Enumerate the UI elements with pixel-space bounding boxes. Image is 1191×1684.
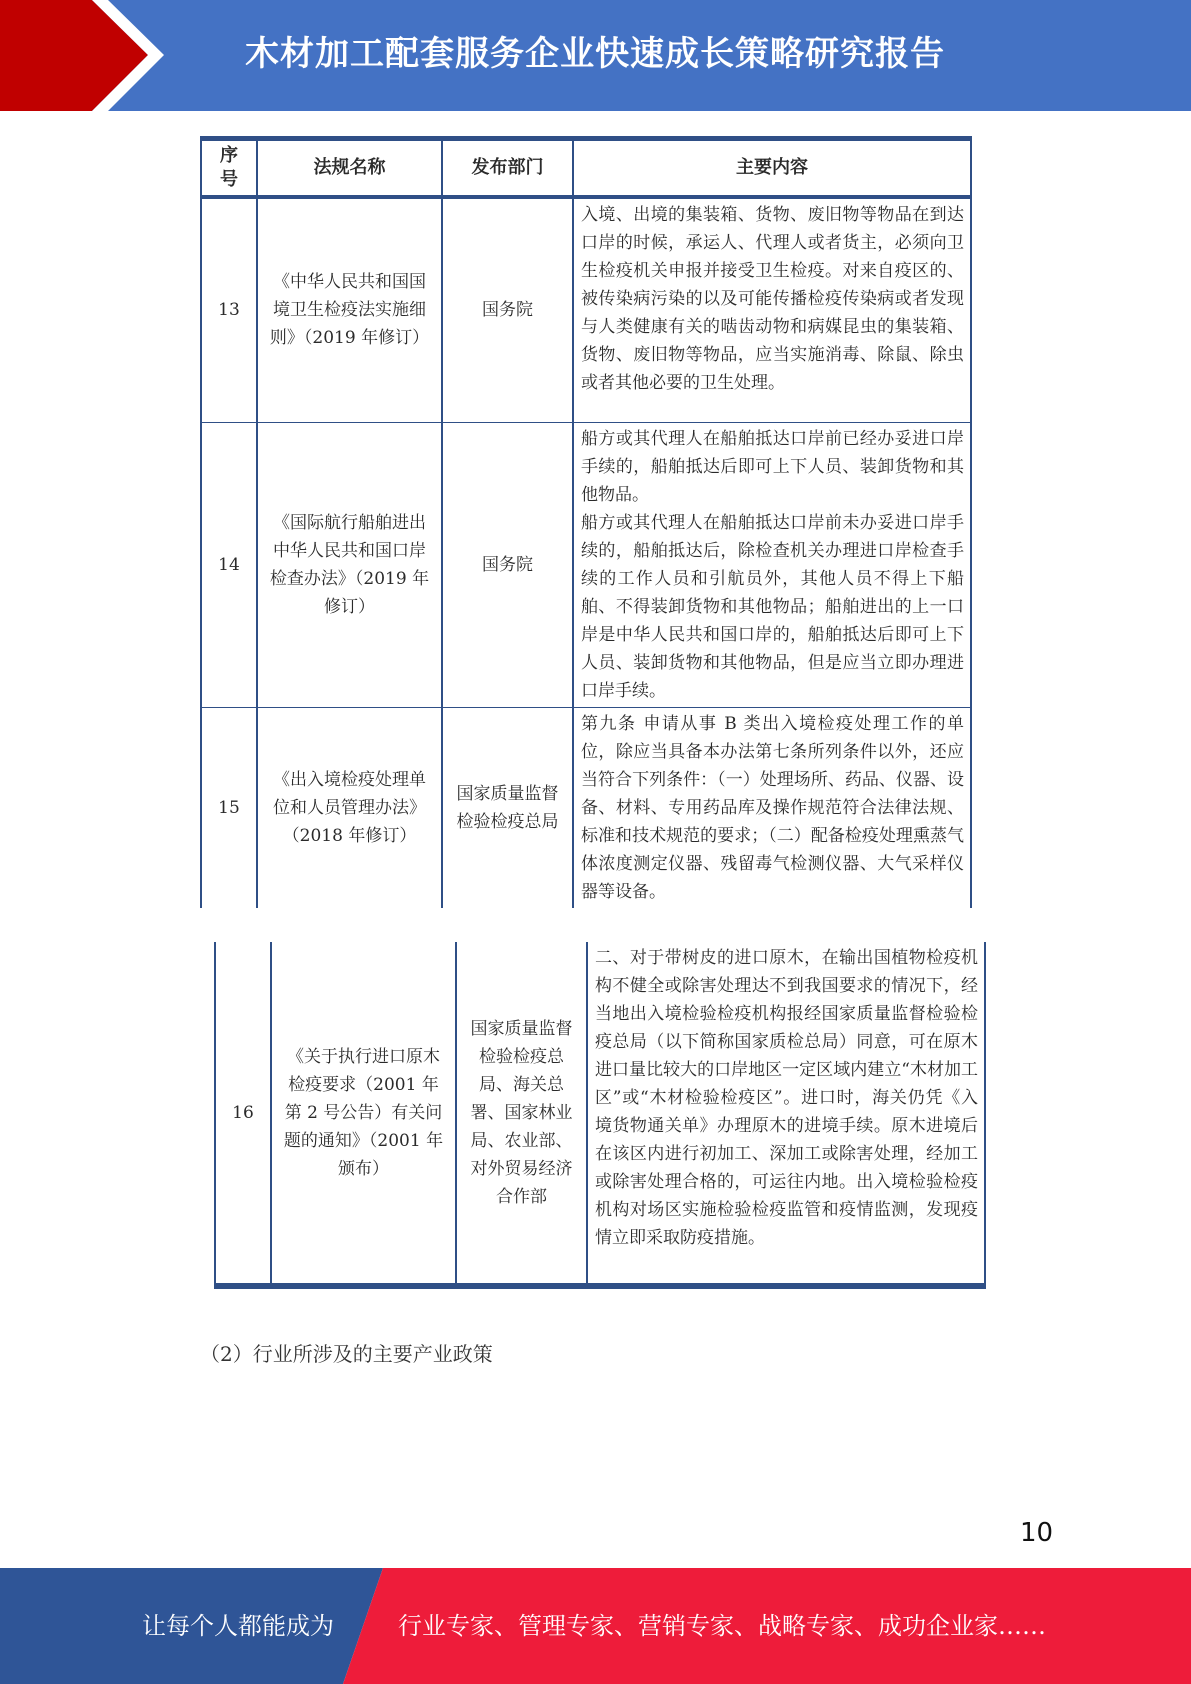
table-row: [201, 708, 971, 909]
column-header-law-name: 法规名称: [257, 139, 442, 197]
footer-slogan-right: 行业专家、管理专家、营销专家、战略专家、成功企业家……: [398, 1612, 1046, 1640]
row-seq: 16: [215, 942, 271, 1286]
row-seq: 13: [201, 197, 257, 423]
row-content: 第九条 申请从事 B 类出入境检疫处理工作的单位，除应当具备本办法第七条所列条件以外，还应当符合下列条件：（一）处理场所、药品、仪器、设备、材料、专用药品库及操作规范符合法律法规、标准和技术规范的要求；（二）配备检疫处理熏蒸气体浓度测定仪器、残留毒气检测仪器、大气采样仪器等设备。: [573, 708, 971, 909]
footer-band: [0, 1568, 1191, 1684]
section-heading: （2）行业所涉及的主要产业政策: [200, 1342, 493, 1366]
table-row: [201, 197, 971, 423]
row-department: 国家质量监督检验检疫总局、海关总署、国家林业局、农业部、对外贸易经济合作部: [456, 942, 587, 1286]
row-content-paragraph: 船方或其代理人在船舶抵达口岸前已经办妥进口岸手续的，船舶抵达后即可上下人员、装卸货物和其他物品。: [581, 429, 964, 505]
row-law-name: 《中华人民共和国国境卫生检疫法实施细则》（2019 年修订）: [257, 197, 442, 423]
row-content-paragraph: 船方或其代理人在船舶抵达口岸前未办妥进口岸手续的，船舶抵达后，除检查机关办理进口岸检查手续的工作人员和引航员外，其他人员不得上下船舶、不得装卸货物和其他物品；船舶进出的上一口岸是中华人民共和国口岸的，船舶抵达后即可上下人员、装卸货物和其他物品，但是应当立即办理进口岸手续。: [581, 513, 964, 701]
footer-slogan-left: 让每个人都能成为: [142, 1612, 334, 1640]
header-band: [0, 0, 1191, 111]
column-header-content: 主要内容: [573, 139, 971, 197]
table-header-row: [201, 139, 971, 197]
table-row: [215, 942, 985, 1286]
row-law-name: 《出入境检疫处理单位和人员管理办法》（2018 年修订）: [257, 708, 442, 909]
row-department: 国务院: [442, 197, 573, 423]
row-content: 二、对于带树皮的进口原木，在输出国植物检疫机构不健全或除害处理达不到我国要求的情况下，经当地出入境检验检疫机构报经国家质量监督检验检疫总局（以下简称国家质检总局）同意，可在原木进口量比较大的口岸地区一定区域内建立“木材加工区”或“木材检验检疫区”。进口时，海关仍凭《入境货物通关单》办理原木的进境手续。原木进境后在该区内进行初加工、深加工或除害处理，经加工或除害处理合格的，可运往内地。出入境检验检疫机构对场区实施检验检疫监管和疫情监测，发现疫情立即采取防疫措施。: [587, 942, 985, 1286]
row-content: [573, 423, 971, 708]
column-header-department: 发布部门: [442, 139, 573, 197]
column-header-seq: 序号: [201, 139, 257, 197]
row-department: 国务院: [442, 423, 573, 708]
page-number: 10: [1020, 1518, 1054, 1548]
row-content: 入境、出境的集装箱、货物、废旧物等物品在到达口岸的时候，承运人、代理人或者货主，必须向卫生检疫机关申报并接受卫生检疫。对来自疫区的、被传染病污染的以及可能传播检疫传染病或者发现与人类健康有关的啮齿动物和病媒昆虫的集装箱、货物、废旧物等物品，应当实施消毒、除鼠、除虫或者其他必要的卫生处理。: [573, 197, 971, 423]
row-seq: 15: [201, 708, 257, 909]
row-department: 国家质量监督检验检疫总局: [442, 708, 573, 909]
row-seq: 14: [201, 423, 257, 708]
row-law-name: 《关于执行进口原木检疫要求（2001 年第 2 号公告）有关问题的通知》（2001 年颁布）: [271, 942, 456, 1286]
regulation-table: [200, 136, 972, 908]
table-row: [201, 423, 971, 708]
row-law-name: 《国际航行船舶进出中华人民共和国口岸检查办法》（2019 年修订）: [257, 423, 442, 708]
report-title: 木材加工配套服务企业快速成长策略研究报告: [245, 34, 945, 74]
regulation-table-continued: [214, 942, 986, 1289]
